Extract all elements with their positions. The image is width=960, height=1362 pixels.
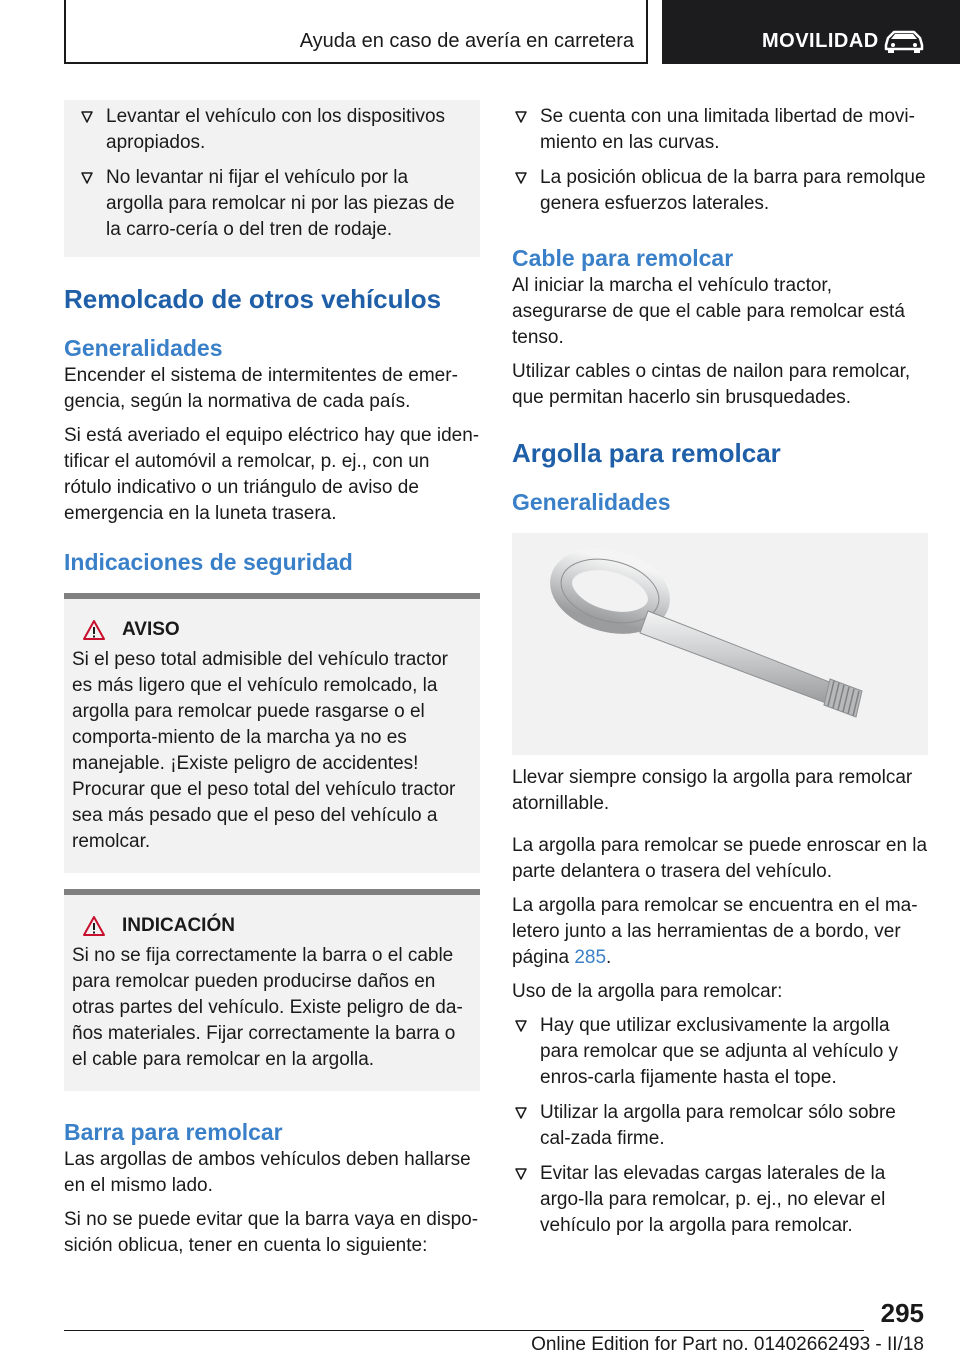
page-header — [0, 0, 960, 66]
subheading-cable: Cable para remolcar — [512, 245, 734, 271]
paragraph: Encender el sistema de intermitentes de emer-gencia, según la normativa de cada país. — [64, 365, 458, 412]
triangle-bullet-icon — [514, 170, 528, 186]
warning-triangle-icon — [82, 915, 106, 937]
warning-box — [64, 593, 480, 873]
paragraph: Uso de la argolla para remolcar: — [512, 981, 783, 1002]
paragraph: Utilizar cables o cintas de nailon para remolcar, que permitan hacerlo sin brusquedades. — [512, 361, 911, 408]
warning-triangle-icon — [82, 619, 106, 641]
header-chapter-box — [662, 0, 960, 64]
bullet-list — [78, 104, 466, 243]
notice-text: Si no se fija correctamente la barra o el cable para remolcar pueden producirse daños en otras partes del vehículo. Existe peligro de da-ños materiales. Fijar correctamente la barra o el cable para remolcar en la argolla. — [72, 945, 463, 1070]
warning-head — [82, 619, 472, 641]
paragraph: Si no se puede evitar que la barra vaya en dispo-sición oblicua, tener en cuenta lo siguiente: — [64, 1209, 479, 1256]
heading-towing: Remolcado de otros vehículos — [64, 284, 442, 314]
paragraph: Las argollas de ambos vehículos deben hallarse en el mismo lado. — [64, 1149, 471, 1196]
paragraph: Al iniciar la marcha el vehículo tractor, asegurarse de que el cable para remolcar está tenso. — [512, 275, 905, 348]
list-item: Se cuenta con una limitada libertad de movi-miento en las curvas. — [512, 104, 928, 156]
tow-eye-icon — [512, 533, 928, 755]
paragraph: Llevar siempre consigo la argolla para remolcar atornillable. — [512, 767, 913, 814]
bullet-list — [512, 104, 928, 217]
subheading-general: Generalidades — [512, 489, 671, 515]
subheading-safety: Indicaciones de seguridad — [64, 549, 353, 575]
footer-edition: Online Edition for Part no. 01402662493 - II/18 — [531, 1334, 924, 1355]
subheading-bar: Barra para remolcar — [64, 1119, 283, 1145]
left-column — [64, 100, 480, 1267]
header-section-box — [64, 0, 648, 64]
triangle-bullet-icon — [80, 109, 94, 125]
warning-text: Si el peso total admisible del vehículo tractor es más ligero que el vehículo remolcado, la argolla para remolcar puede rasgarse o el comporta-miento de la marcha ya no es manejable. ¡Existe peligro de accidentes! Procurar que el peso total del vehículo tractor sea más pesado que el peso del vehículo a remolcar. — [72, 649, 456, 852]
triangle-bullet-icon — [514, 109, 528, 125]
list-item: Hay que utilizar exclusivamente la argolla para remolcar que se adjunta al vehículo y enros-carla fijamente hasta el tope. — [512, 1013, 928, 1091]
notice-title: INDICACIÓN — [122, 915, 235, 936]
paragraph: La argolla para remolcar se encuentra en el ma-letero junto a las herramientas de a bordo, ver página 285. — [512, 895, 918, 968]
list-item: No levantar ni fijar el vehículo por la argolla para remolcar ni por las piezas de la carro-cería o del tren de rodaje. — [78, 165, 466, 243]
car-icon — [882, 28, 926, 54]
triangle-bullet-icon — [80, 170, 94, 186]
heading-eye: Argolla para remolcar — [512, 438, 781, 468]
notice-box — [64, 889, 480, 1091]
section-title: Ayuda en caso de avería en carretera — [299, 30, 634, 52]
bullet-box — [64, 100, 480, 257]
list-item: Levantar el vehículo con los dispositivos apropiados. — [78, 104, 466, 156]
triangle-bullet-icon — [514, 1105, 528, 1121]
page-link-285[interactable]: 285 — [574, 947, 607, 968]
subheading-general: Generalidades — [64, 335, 223, 361]
footer-divider — [64, 1330, 864, 1331]
paragraph: La argolla para remolcar se puede enroscar en la parte delantera o trasera del vehículo. — [512, 835, 928, 882]
right-column — [512, 100, 928, 1239]
triangle-bullet-icon — [514, 1018, 528, 1034]
paragraph: Si está averiado el equipo eléctrico hay que iden-tificar el automóvil a remolcar, p. ej., con un rótulo indicativo o un triángulo de aviso de emergencia en la luneta trasera. — [64, 425, 480, 524]
bullet-list — [512, 1013, 928, 1239]
list-item: Utilizar la argolla para remolcar sólo sobre cal-zada firme. — [512, 1100, 928, 1152]
list-item: Evitar las elevadas cargas laterales de la argo-lla para remolcar, p. ej., no elevar el vehículo por la argolla para remolcar. — [512, 1161, 928, 1239]
notice-head — [82, 915, 472, 937]
list-item: La posición oblicua de la barra para remolque genera esfuerzos laterales. — [512, 165, 928, 217]
chapter-title: MOVILIDAD — [762, 30, 879, 52]
tow-eye-image — [512, 533, 928, 755]
warning-title: AVISO — [122, 619, 180, 640]
triangle-bullet-icon — [514, 1166, 528, 1182]
page-number: 295 — [880, 1298, 924, 1328]
